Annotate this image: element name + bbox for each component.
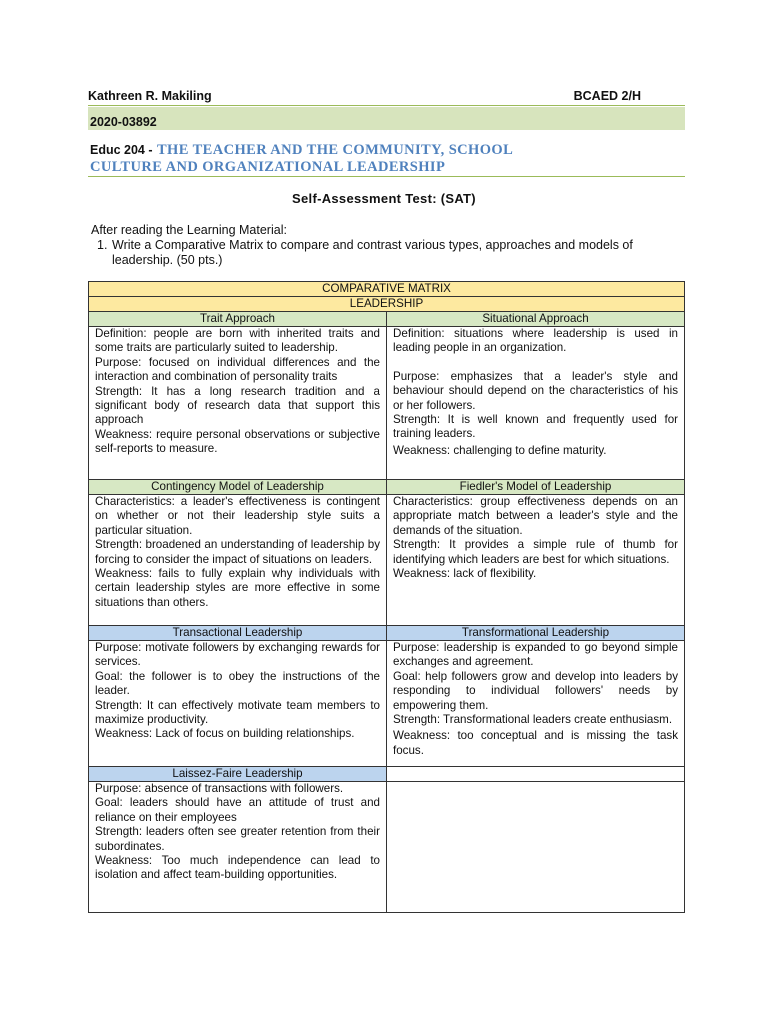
student-section: BCAED 2/H [573,89,641,103]
situational-strength: Strength: It is well known and frequently used for training leaders. [393,413,678,441]
transactional-leadership-cell [89,641,387,767]
transformational-purpose: Purpose: leadership is expanded to go beyond simple exchanges and agreement. [393,641,678,669]
assessment-intro: After reading the Learning Material: [91,223,287,237]
laissez-strength: Strength: leaders often see greater retention from their subordinates. [95,825,380,853]
transactional-goal: Goal: the follower is to obey the instructions of the leader. [95,669,380,698]
contingency-model-cell [89,495,387,626]
transformational-leadership-cell [387,641,685,767]
student-header-row [88,89,685,106]
laissez-purpose: Purpose: absence of transactions with followers. [95,782,344,795]
trait-strength: Strength: It has a long research tradition and a significant body of research data that support this approach [95,384,380,427]
course-code: Educ 204 - [90,143,153,157]
fiedler-model-cell [387,495,685,626]
fiedler-characteristics: Characteristics: group effectiveness depends on an appropriate match between a leader's style and the demands of the situation. [393,495,678,537]
trait-approach-heading: Trait Approach [89,312,387,327]
transformational-goal: Goal: help followers grow and develop into leaders by responding to individual followers' needs by empowering them. [393,669,678,712]
fiedler-weakness: Weakness: lack of flexibility. [393,567,537,581]
assessment-title: Self-Assessment Test: (SAT) [292,191,476,206]
course-heading [88,140,685,177]
transactional-purpose: Purpose: motivate followers by exchanging rewards for services. [95,641,380,669]
course-title-line2: CULTURE AND ORGANIZATIONAL LEADERSHIP [90,159,446,175]
transformational-leadership-heading: Transformational Leadership [387,626,685,641]
situational-weakness: Weakness: challenging to define maturity. [393,443,607,457]
transactional-strength: Strength: It can effectively motivate team members to maximize productivity. [95,698,380,727]
trait-purpose: Purpose: focused on individual differences and the interaction and combination of personality traits [95,355,380,384]
empty-body-cell [387,782,685,913]
situational-approach-cell [387,327,685,480]
situational-approach-heading: Situational Approach [387,312,685,327]
transformational-strength: Strength: Transformational leaders create enthusiasm. [393,713,673,727]
contingency-strength: Strength: broadened an understanding of leadership by forcing to consider the impact of situations on leaders. [95,538,380,566]
laissez-faire-leadership-cell [89,782,387,913]
laissez-weakness: Weakness: Too much independence can lead to isolation and affect team-building opportunities. [95,854,380,882]
course-title-line1: THE TEACHER AND THE COMMUNITY, SCHOOL [156,142,514,158]
trait-definition: Definition: people are born with inherited traits and some traits are particularly suited to leadership. [95,327,380,355]
trait-weakness: Weakness: require personal observations or subjective self-reports to measure. [95,427,380,456]
student-name: Kathreen R. Makiling [88,89,212,103]
student-id-row [88,107,685,130]
transactional-weakness: Weakness: Lack of focus on building relationships. [95,727,355,741]
fiedler-strength: Strength: It provides a simple rule of thumb for identifying which leaders are best for which situations. [393,538,678,566]
fiedler-model-heading: Fiedler's Model of Leadership [387,480,685,495]
laissez-faire-leadership-heading: Laissez-Faire Leadership [89,767,387,782]
laissez-goal: Goal: leaders should have an attitude of trust and reliance on their employees [95,796,380,824]
situational-purpose: Purpose: emphasizes that a leader's style and behaviour should depend on the characteristics of his or her followers. [393,369,678,412]
empty-heading-cell [387,767,685,782]
contingency-model-heading: Contingency Model of Leadership [89,480,387,495]
transactional-leadership-heading: Transactional Leadership [89,626,387,641]
task-text: Write a Comparative Matrix to compare and contrast various types, approaches and models of leadership. (50 pts.) [112,238,633,267]
situational-definition: Definition: situations where leadership is used in leading people in an organization. [393,327,678,355]
contingency-weakness: Weakness: fails to fully explain why individuals with certain leadership styles are more effective in some situations than others. [95,567,380,609]
contingency-characteristics: Characteristics: a leader's effectiveness is contingent on whether or not their leadership style suits a particular situation. [95,495,380,537]
matrix-title: COMPARATIVE MATRIX [89,282,685,297]
matrix-subtitle: LEADERSHIP [89,297,685,312]
student-id: 2020-03892 [90,115,157,129]
comparative-matrix-table [88,281,685,913]
trait-approach-cell [89,327,387,480]
transformational-weakness: Weakness: too conceptual and is missing the task focus. [393,729,678,757]
task-number: 1. [97,238,108,252]
